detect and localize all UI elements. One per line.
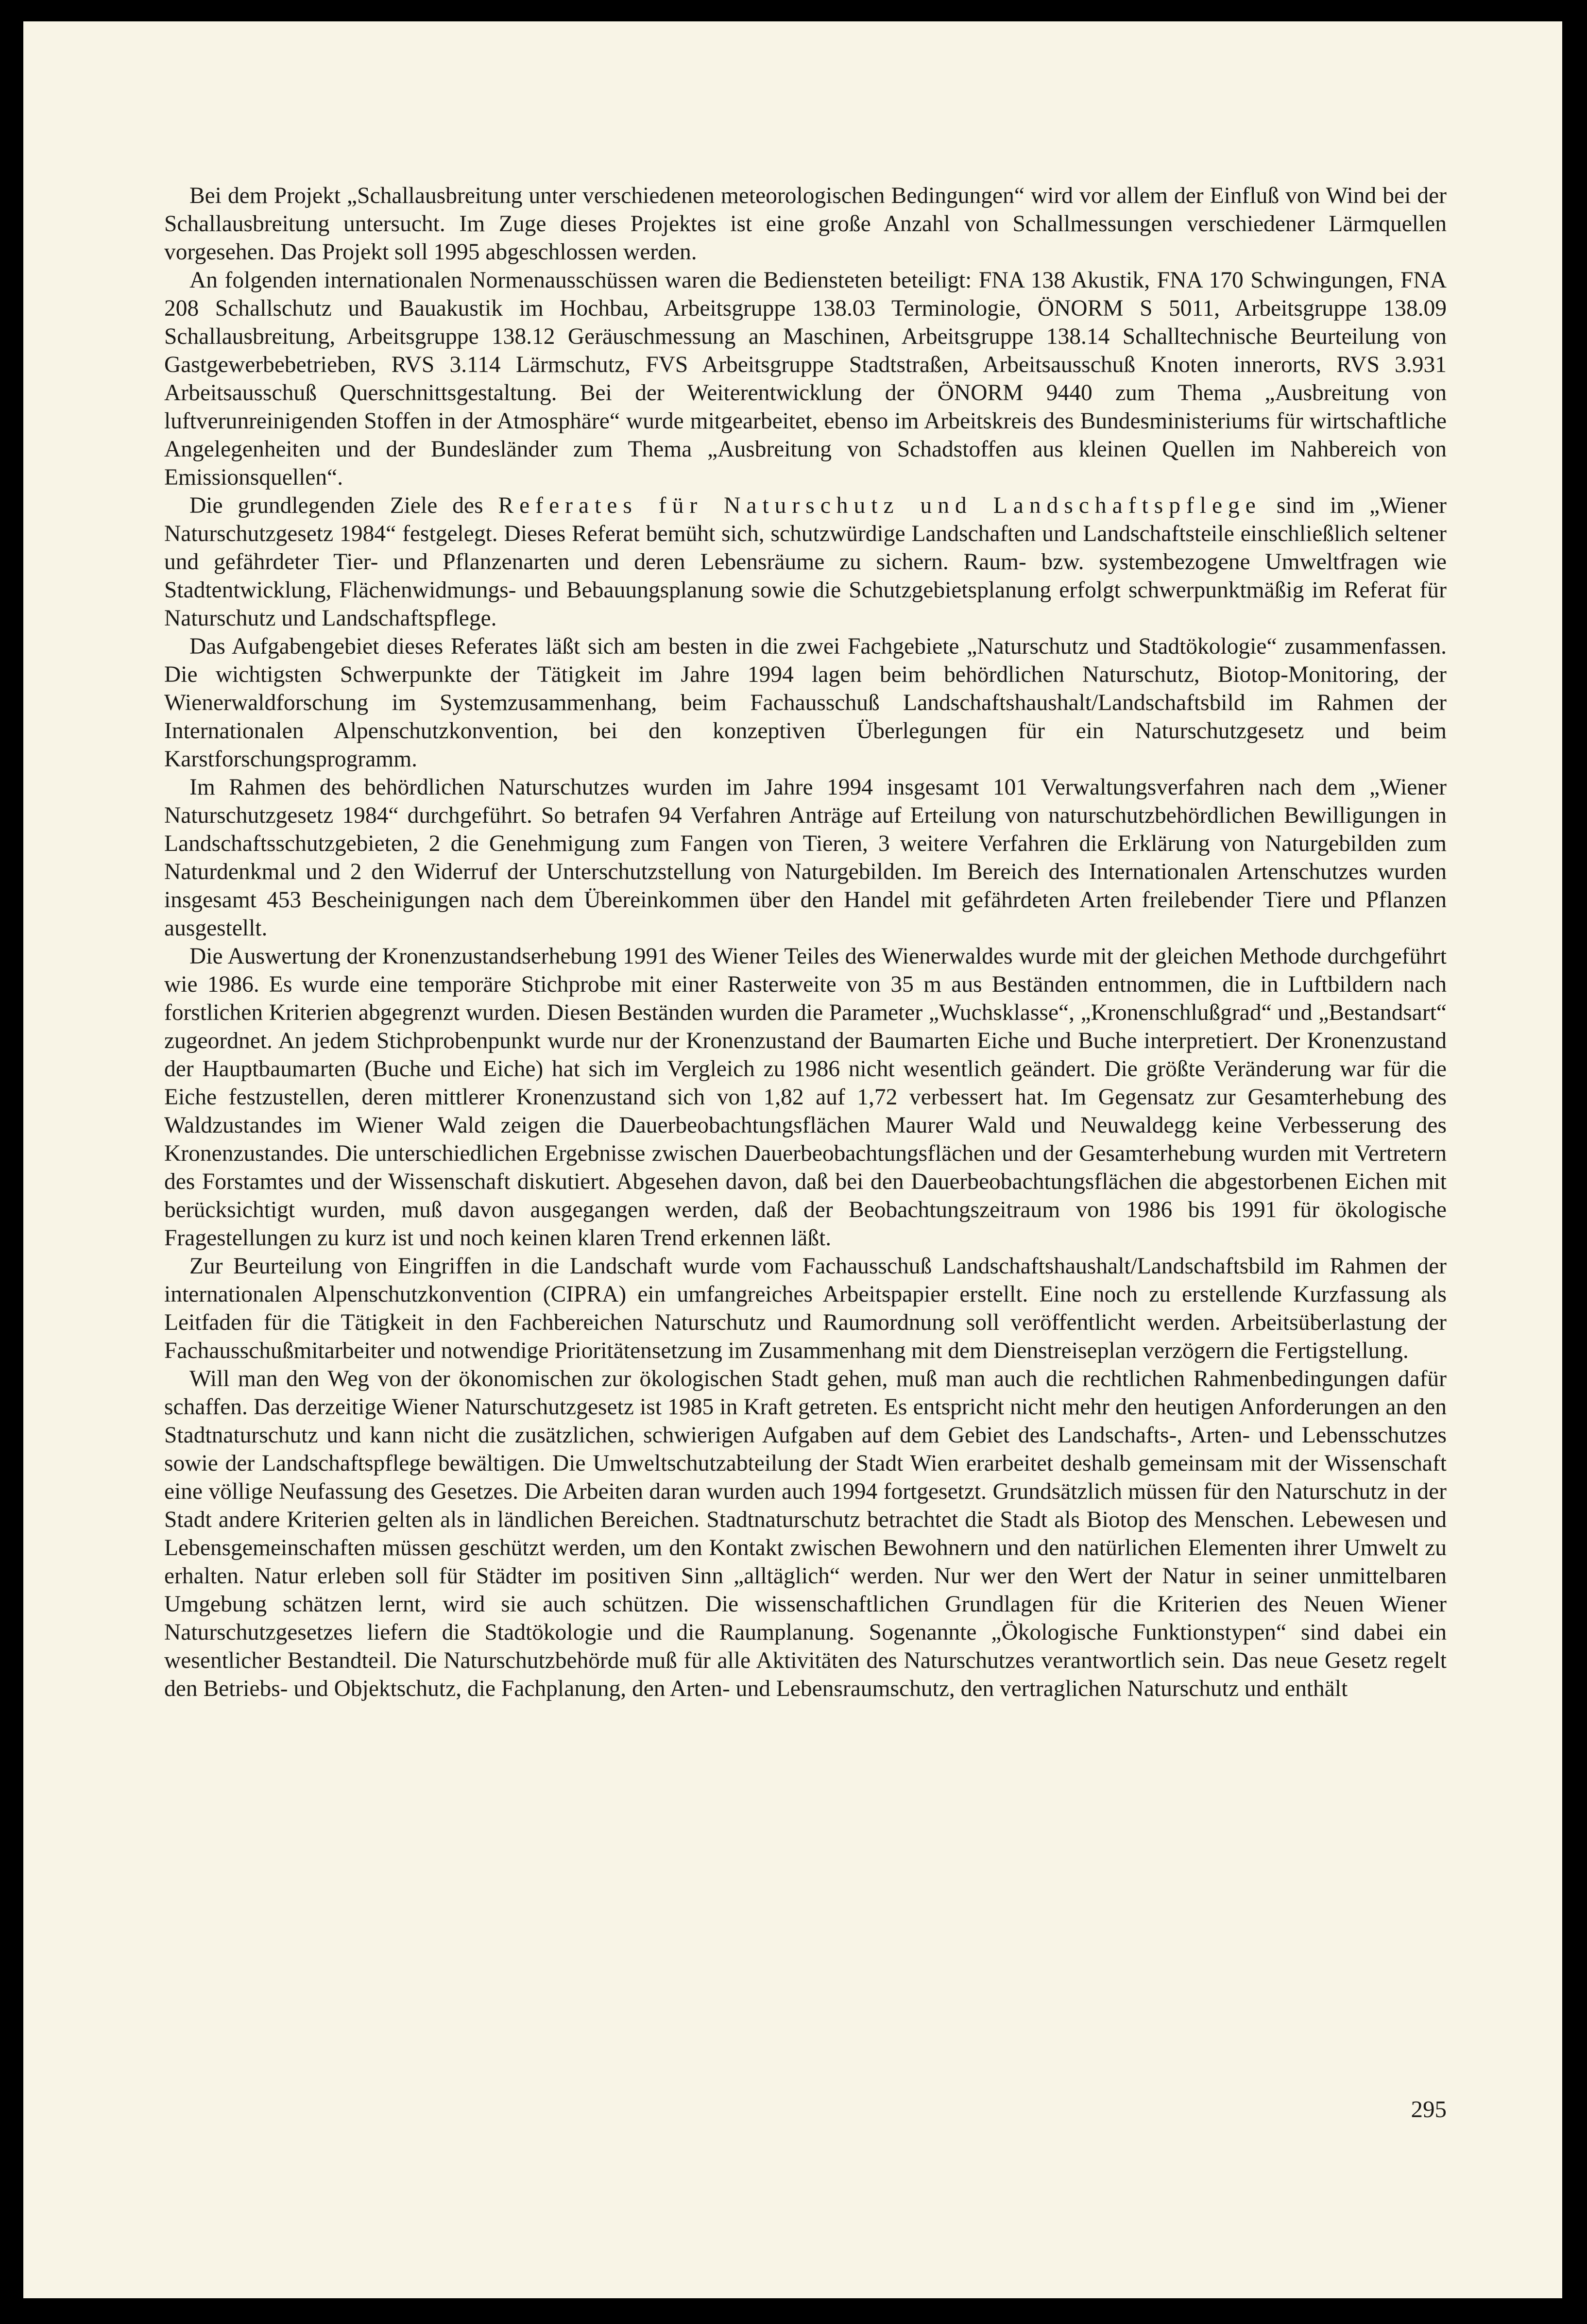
document-page xyxy=(23,21,1562,2298)
paragraph-schallausbreitung-project: Bei dem Projekt „Schallausbreitung unter verschiedenen meteorologischen Bedingungen“ wird vor allem der Einfluß von Wind bei der Schallausbreitung untersucht. Im Zuge dieses Projektes ist eine große Anzahl von Schallmessungen verschiedener Lärmquellen vorgesehen. Das Projekt soll 1995 abgeschlossen werden. xyxy=(164,183,1447,265)
paragraph-cipra: Zur Beurteilung von Eingriffen in die Landschaft wurde vom Fachausschuß Landschaftshaushalt/Landschaftsbild im Rahmen der internationalen Alpenschutzkonvention (CIPRA) ein umfangreiches Arbeitspapier erstellt. Eine noch zu erstellende Kurzfassung als Leitfaden für die Tätigkeit in den Fachbereichen Naturschutz und Raumordnung soll veröffentlicht werden. Arbeitsüberlastung der Fachausschußmitarbeiter und notwendige Prioritätensetzung im Zusammenhang mit dem Dienstreiseplan verzögern die Fertigstellung. xyxy=(164,1254,1447,1363)
page-number: 295 xyxy=(1411,2096,1447,2122)
goals-text-spaced: Referates für Naturschutz und Landschaftspflege xyxy=(498,493,1262,518)
paragraph-naturschutzgesetz: Will man den Weg von der ökonomischen zur ökologischen Stadt gehen, muß man auch die rechtlichen Rahmenbedingungen dafür schaffen. Das derzeitige Wiener Naturschutzgesetz ist 1985 in Kraft getreten. Es entspricht nicht mehr den heutigen Anforderungen an den Stadtnaturschutz und kann nicht die zusätzlichen, schwierigen Aufgaben auf dem Gebiet des Landschafts-, Arten- und Lebensschutzes sowie der Landschaftspflege bewältigen. Die Umweltschutzabteilung der Stadt Wien erarbeitet deshalb gemeinsam mit der Wissenschaft eine völlige Neufassung des Gesetzes. Die Arbeiten daran wurden auch 1994 fortgesetzt. Grundsätzlich müssen für den Naturschutz in der Stadt andere Kriterien gelten als in ländlichen Bereichen. Stadtnaturschutz betrachtet die Stadt als Biotop des Menschen. Lebewesen und Lebensgemeinschaften müssen geschützt werden, um den Kontakt zwischen Bewohnern und den natürlichen Elementen ihrer Umwelt zu erhalten. Natur erleben soll für Städter im positiven Sinn „alltäglich“ werden. Nur wer den Wert der Natur in seiner unmittelbaren Umgebung schätzen lernt, wird sie auch schützen. Die wissenschaftlichen Grundlagen für die Kriterien des Neuen Wiener Naturschutzgesetzes liefern die Stadtökologie und die Raumplanung. Sogenannte „Ökologische Funktionstypen“ sind dabei ein wesentlicher Bestandteil. Die Naturschutzbehörde muß für alle Aktivitäten des Naturschutzes verantwortlich sein. Das neue Gesetz regelt den Betriebs- und Objektschutz, die Fachplanung, den Arten- und Lebensraumschutz, den vertraglichen Naturschutz und enthält xyxy=(164,1366,1447,1701)
paragraph-aufgabengebiet: Das Aufgabengebiet dieses Referates läßt sich am besten in die zwei Fachgebiete „Naturschutz und Stadtökologie“ zusammenfassen. Die wichtigsten Schwerpunkte der Tätigkeit im Jahre 1994 lagen beim behördlichen Naturschutz, Biotop-Monitoring, der Wienerwaldforschung im Systemzusammenhang, beim Fachausschuß Landschaftshaushalt/Landschaftsbild im Rahmen der Internationalen Alpenschutzkonvention, bei den konzeptiven Überlegungen für ein Naturschutzgesetz und beim Karstforschungsprogramm. xyxy=(164,634,1447,772)
goals-text-after: sind im „Wiener Naturschutzgesetz 1984“ festgelegt. Dieses Referat bemüht sich, schutzwürdige Landschaften und Landschaftsteile einschließlich seltener und gefährdeter Tier- und Pflanzenarten und deren Lebensräume zu sichern. Raum- bzw. systembezogene Umweltfragen wie Stadtentwicklung, Flächenwidmungs- und Bebauungsplanung sowie die Schutzgebietsplanung erfolgt schwerpunktmäßig im Referat für Naturschutz und Landschaftspflege. xyxy=(164,493,1447,631)
paragraph-kronenzustandserhebung: Die Auswertung der Kronenzustandserhebung 1991 des Wiener Teiles des Wienerwaldes wurde mit der gleichen Methode durchgeführt wie 1986. Es wurde eine temporäre Stichprobe mit einer Rasterweite von 35 m aus Beständen entnommen, die in Luftbildern nach forstlichen Kriterien abgegrenzt wurden. Diesen Beständen wurden die Parameter „Wuchsklasse“, „Kronenschlußgrad“ und „Bestandsart“ zugeordnet. An jedem Stichprobenpunkt wurde nur der Kronenzustand der Baumarten Eiche und Buche interpretiert. Der Kronenzustand der Hauptbaumarten (Buche und Eiche) hat sich im Vergleich zu 1986 nicht wesentlich geändert. Die größte Veränderung war für die Eiche festzustellen, deren mittlerer Kronenzustand sich von 1,82 auf 1,72 verbessert hat. Im Gegensatz zur Gesamterhebung des Waldzustandes im Wiener Wald zeigen die Dauerbeobachtungsflächen Maurer Wald und Neuwaldegg keine Verbesserung des Kronenzustandes. Die unterschiedlichen Ergebnisse zwischen Dauerbeobachtungsflächen und der Gesamterhebung wurden mit Vertretern des Forstamtes und der Wissenschaft diskutiert. Abgesehen davon, daß bei den Dauerbeobachtungsflächen die abgestorbenen Eichen mit berücksichtigt wurden, muß davon ausgegangen werden, daß der Beobachtungszeitraum von 1986 bis 1991 für ökologische Fragestellungen zu kurz ist und noch keinen klaren Trend erkennen läßt. xyxy=(164,944,1447,1251)
body-text xyxy=(164,182,1447,1703)
paragraph-referat-goals xyxy=(164,492,1447,632)
paragraph-normenausschuesse: An folgenden internationalen Normenausschüssen waren die Bediensteten beteiligt: FNA 138 Akustik, FNA 170 Schwingungen, FNA 208 Schallschutz und Bauakustik im Hochbau, Arbeitsgruppe 138.03 Terminologie, ÖNORM S 5011, Arbeitsgruppe 138.09 Schallausbreitung, Arbeitsgruppe 138.12 Geräuschmessung an Maschinen, Arbeitsgruppe 138.14 Schalltechnische Beurteilung von Gastgewerbebetrieben, RVS 3.114 Lärmschutz, FVS Arbeitsgruppe Stadtstraßen, Arbeitsausschuß Knoten innerorts, RVS 3.931 Arbeitsausschuß Querschnittsgestaltung. Bei der Weiterentwicklung der ÖNORM 9440 zum Thema „Ausbreitung von luftverunreinigenden Stoffen in der Atmosphäre“ wurde mitgearbeitet, ebenso im Arbeitskreis des Bundesministeriums für wirtschaftliche Angelegenheiten und der Bundesländer zum Thema „Ausbreitung von Schadstoffen aus kleinen Quellen im Nahbereich von Emissionsquellen“. xyxy=(164,268,1447,490)
paragraph-behoerdlicher-naturschutz: Im Rahmen des behördlichen Naturschutzes wurden im Jahre 1994 insgesamt 101 Verwaltungsverfahren nach dem „Wiener Naturschutzgesetz 1984“ durchgeführt. So betrafen 94 Verfahren Anträge auf Erteilung von naturschutzbehördlichen Bewilligungen in Landschaftsschutzgebieten, 2 die Genehmigung zum Fangen von Tieren, 3 weitere Verfahren die Erklärung von Naturgebilden zum Naturdenkmal und 2 den Widerruf der Unterschutzstellung von Naturgebilden. Im Bereich des Internationalen Artenschutzes wurden insgesamt 453 Bescheinigungen nach dem Übereinkommen über den Handel mit gefährdeten Arten freilebender Tiere und Pflanzen ausgestellt. xyxy=(164,775,1447,941)
goals-text-before: Die grundlegenden Ziele des xyxy=(189,493,498,518)
